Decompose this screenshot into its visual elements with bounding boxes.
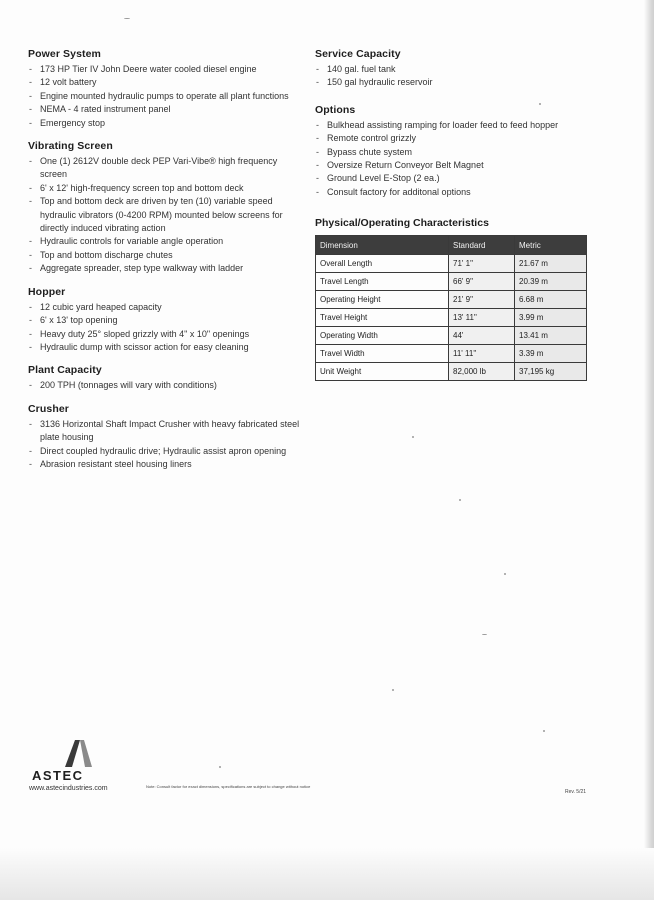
column-header: Dimension [316,236,449,255]
list-item: - Engine mounted hydraulic pumps to operate all plant functions [28,90,306,103]
scan-speck [392,689,394,691]
table-cell: 3.39 m [515,345,587,363]
list-item: - 3136 Horizontal Shaft Impact Crusher with heavy fabricated steel plate housing [28,418,306,445]
section-title: Options [315,103,356,116]
list-item: - 173 HP Tier IV John Deere water cooled diesel engine [28,63,306,76]
table-header-row [316,236,587,255]
list-item: - Consult factory for additonal options [315,186,595,199]
table-row [316,363,587,381]
list-item: - Top and bottom deck are driven by ten (10) variable speed hydraulic vibrators (0-4200 RPM) mounted below screens for directly induced vibrating action [28,195,306,235]
bullet-list [28,63,306,130]
table-cell: 44' [449,327,515,345]
list-item: - Oversize Return Conveyor Belt Magnet [315,159,595,172]
list-item: - 6' x 12' high-frequency screen top and bottom deck [28,182,306,195]
bullet-list [28,155,306,276]
brand-wordmark: ASTEC [32,768,84,783]
page-edge-shadow-right [644,0,654,900]
section-title: Crusher [28,402,69,415]
logo-mark-light [80,740,92,767]
table-row [316,327,587,345]
bullet-list [28,301,306,355]
list-item: - 150 gal hydraulic reservoir [315,76,595,89]
specs-table-title: Physical/Operating Characteristics [315,217,489,230]
section-power-system [28,48,306,130]
table-cell: 21.67 m [515,255,587,273]
scan-speck [124,18,130,19]
table-row [316,291,587,309]
list-item: - 200 TPH (tonnages will vary with conditions) [28,379,306,392]
website-link[interactable]: www.astecindustries.com [29,785,108,792]
bullet-list [28,379,306,392]
section-title: Plant Capacity [28,364,102,377]
table-cell: Overall Length [316,255,449,273]
logo-mark-dark [65,740,80,767]
table-cell: 66' 9" [449,273,515,291]
scan-speck [482,634,487,635]
column-header: Standard [449,236,515,255]
footnote: Note: Consult factor for exact dimensions, specifications are subject to change without notice [146,784,311,789]
section-crusher [28,403,306,472]
scan-speck [539,103,541,105]
scan-speck [412,436,414,438]
table-cell: 6.68 m [515,291,587,309]
table-cell: Travel Height [316,309,449,327]
scan-speck [504,573,506,575]
column-header: Metric [515,236,587,255]
revision-label: Rev. 5/21 [565,789,587,795]
table-cell: 37,195 kg [515,363,587,381]
scan-speck [219,766,221,768]
bullet-list [315,63,595,90]
list-item: - 140 gal. fuel tank [315,63,595,76]
table-cell: 13' 11" [449,309,515,327]
section-title: Service Capacity [315,48,401,60]
scan-speck [543,730,545,732]
list-item: - Remote control grizzly [315,132,595,145]
list-item: - Direct coupled hydraulic drive; Hydraulic assist apron opening [28,445,306,458]
table-cell: Travel Width [316,345,449,363]
section-title: Hopper [28,285,66,298]
table-cell: 21' 9" [449,291,515,309]
table-cell: Unit Weight [316,363,449,381]
table-cell: Travel Length [316,273,449,291]
table-cell: 13.41 m [515,327,587,345]
section-vibrating-screen [28,140,306,276]
section-service-capacity [315,48,595,90]
right-column [315,48,595,391]
astec-logo [32,737,122,783]
list-item: - Abrasion resistant steel housing liners [28,458,306,471]
table-cell: 82,000 lb [449,363,515,381]
list-item: - Bulkhead assisting ramping for loader feed to feed hopper [315,119,595,132]
table-cell: 20.39 m [515,273,587,291]
list-item: - 12 volt battery [28,76,306,89]
scan-speck [459,499,461,501]
list-item: - Hydraulic controls for variable angle operation [28,235,306,248]
list-item: - One (1) 2612V double deck PEP Vari-Vibe® high frequency screen [28,155,306,182]
table-cell: Operating Width [316,327,449,345]
left-column [28,48,306,481]
list-item: - Ground Level E-Stop (2 ea.) [315,172,595,185]
list-item: - 12 cubic yard heaped capacity [28,301,306,314]
list-item: - Hydraulic dump with scissor action for easy cleaning [28,341,306,354]
section-specs [315,217,595,381]
bullet-list [28,418,306,472]
table-cell: 3.99 m [515,309,587,327]
specs-table [315,235,587,381]
table-row [316,273,587,291]
page-edge-shadow-bottom [0,848,654,900]
section-title: Power System [28,48,101,60]
section-options [315,104,595,199]
list-item: - Bypass chute system [315,146,595,159]
section-title: Vibrating Screen [28,140,113,153]
section-hopper [28,286,306,355]
list-item: - Heavy duty 25° sloped grizzly with 4" x 10" openings [28,328,306,341]
section-plant-capacity [28,364,306,392]
bullet-list [315,119,595,199]
list-item: - Aggregate spreader, step type walkway with ladder [28,262,306,275]
table-row [316,309,587,327]
table-cell: Operating Height [316,291,449,309]
table-row [316,345,587,363]
list-item: - Emergency stop [28,117,306,130]
list-item: - 6' x 13' top opening [28,314,306,327]
table-cell: 11' 11" [449,345,515,363]
list-item: - NEMA - 4 rated instrument panel [28,103,306,116]
list-item: - Top and bottom discharge chutes [28,249,306,262]
astec-logo-icon [32,737,122,769]
table-cell: 71' 1" [449,255,515,273]
table-row [316,255,587,273]
